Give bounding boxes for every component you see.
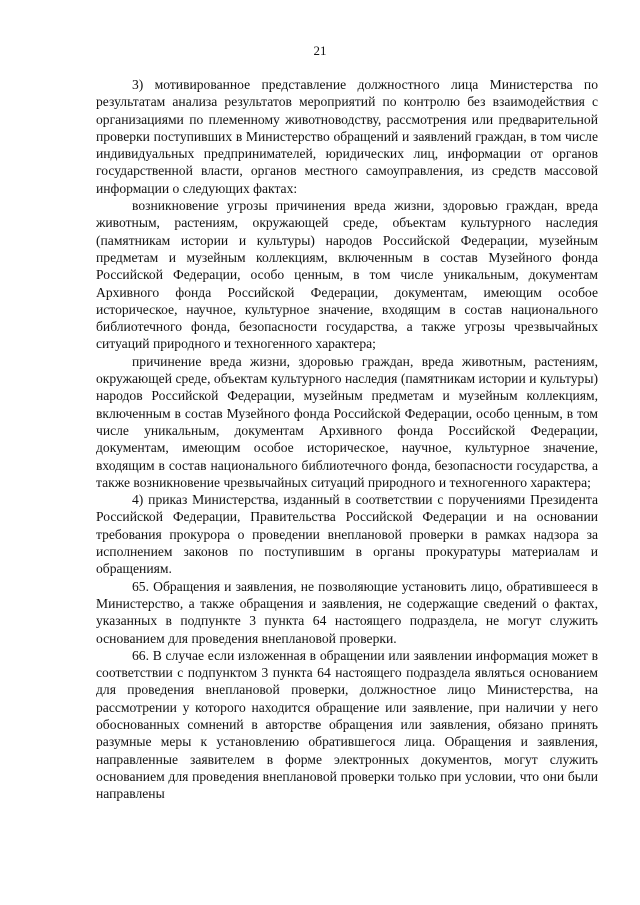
paragraph-item-3-motivated-submission: 3) мотивированное представление должностного лица Министерства по результатам анализа результатов мероприятий по контролю без взаимодействия с организациями по племенному животноводству, рассмотрения или предварительной проверки поступивших в Министерство обращений и заявлений граждан, в том числе индивидуальных предпринимателей, юридических лиц, информации от органов государственной власти, органов местного самоуправления, из средств массовой информации о следующих фактах:	[96, 77, 598, 196]
paragraph-item-4-ministry-order: 4) приказ Министерства, изданный в соответствии с поручениями Президента Российской Федерации, Правительства Российской Федерации и на основании требования прокурора о проведении внеплановой проверки в рамках надзора за исполнением законов по поступившим в органы прокуратуры материалам и обращениям.	[96, 492, 598, 577]
paragraph-causing-harm: причинение вреда жизни, здоровью граждан, вреда животным, растениям, окружающей среде, объектам культурного наследия (памятникам истории и культуры) народов Российской Федерации, музейным предметам и музейным коллекциям, включенным в состав Музейного фонда Российской Федерации, особо ценным, в том числе уникальным, документам Архивного фонда Российской Федерации, документам, имеющим особое историческое, научное, культурное значение, входящим в состав национального библиотечного фонда, безопасности государства, а также возникновение чрезвычайных ситуаций природного и техногенного характера;	[96, 353, 598, 490]
paragraph-66: 66. В случае если изложенная в обращении или заявлении информация может в соответствии с подпунктом 3 пункта 64 настоящего подраздела являться основанием для проведения внеплановой проверки, должностное лицо Министерства, на рассмотрении у которого находится обращение или заявление, при наличии у него обоснованных сомнений в авторстве обращения или заявления, обязано принять разумные меры к установлению обратившегося лица. Обращения и заявления, направленные заявителем в форме электронных документов, могут служить основанием для проведения внеплановой проверки только при условии, что они были направлены	[96, 647, 598, 802]
document-body	[96, 76, 598, 802]
paragraph-65: 65. Обращения и заявления, не позволяющие установить лицо, обратившееся в Министерство, а также обращения и заявления, не содержащие сведений о фактах, указанных в подпункте 3 пункта 64 настоящего подраздела, не могут служить основанием для проведения внеплановой проверки.	[96, 578, 598, 646]
paragraph-threat-of-harm: возникновение угрозы причинения вреда жизни, здоровью граждан, вреда животным, растениям, окружающей среде, объектам культурного наследия (памятникам истории и культуры) народов Российской Федерации, музейным предметам и музейным коллекциям, включенным в состав Музейного фонда Российской Федерации, особо ценным, в том числе уникальным, документам Архивного фонда Российской Федерации, документам, имеющим особое историческое, научное, культурное значение, входящим в состав национального библиотечного фонда, безопасности государства, а также угрозы чрезвычайных ситуаций природного и техногенного характера;	[96, 198, 598, 352]
page-number: 21	[313, 43, 327, 58]
